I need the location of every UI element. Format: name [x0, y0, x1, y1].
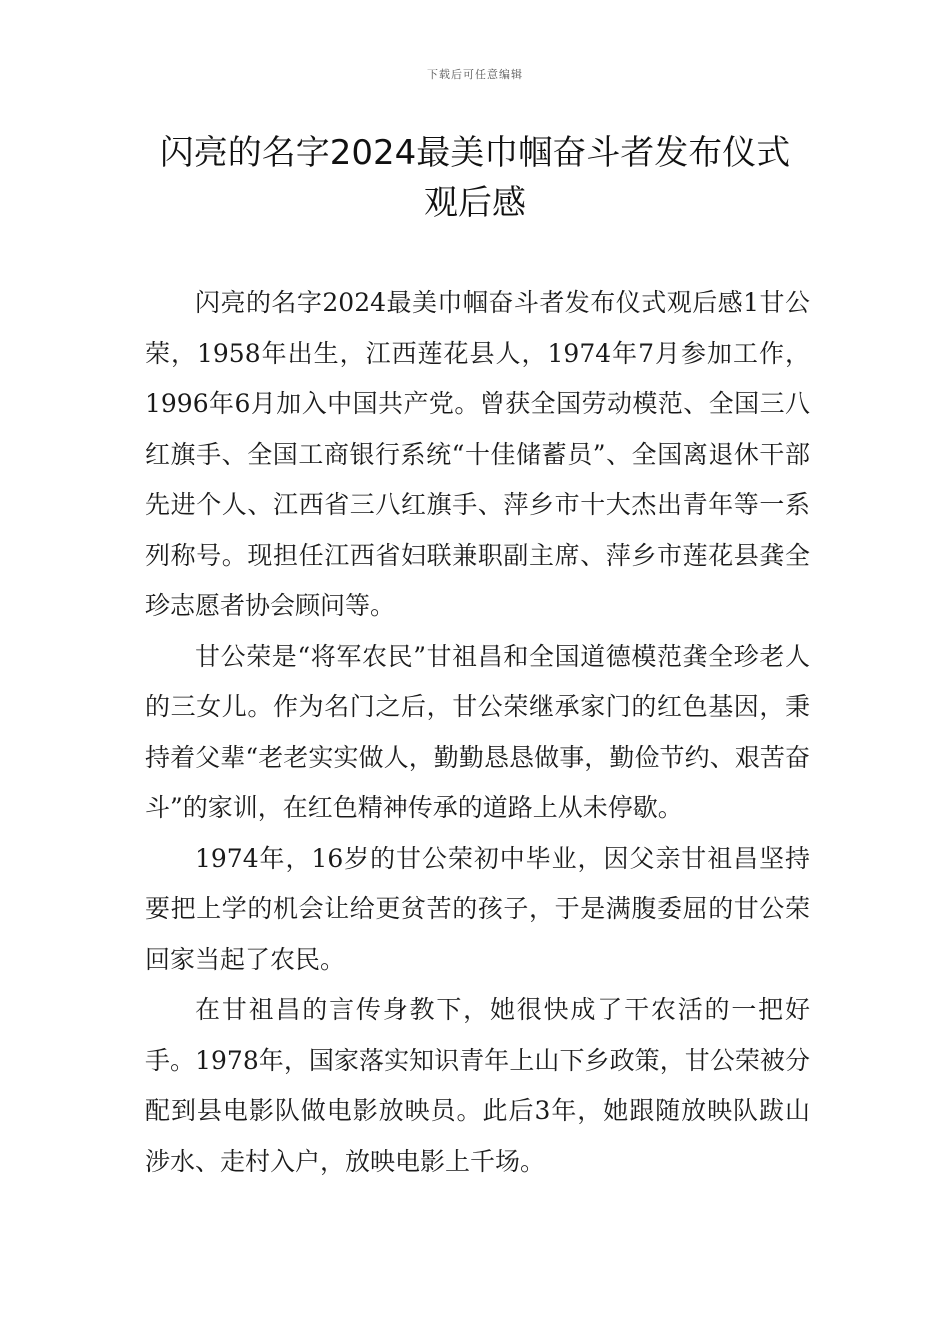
title-line-1: 闪亮的名字2024最美巾帼奋斗者发布仪式: [159, 133, 791, 173]
paragraph: 闪亮的名字2024最美巾帼奋斗者发布仪式观后感1甘公荣，1958年出生，江西莲花县人，1974年7月参加工作，1996年6月加入中国共产党。曾获全国劳动模范、全国三八红旗手、全国工商银行系统“十佳储蓄员”、全国离退休干部先进个人、江西省三八红旗手、萍乡市十大杰出青年等一系列称号。现担任江西省妇联兼职副主席、萍乡市莲花县龚全珍志愿者协会顾问等。: [145, 288, 810, 620]
title-line-2: 观后感: [424, 183, 526, 223]
paragraph: 1974年，16岁的甘公荣初中毕业，因父亲甘祖昌坚持要把上学的机会让给更贫苦的孩子，于是满腹委屈的甘公荣回家当起了农民。: [145, 843, 810, 974]
header-note: 下载后可任意编辑: [427, 68, 523, 81]
paragraph: 甘公荣是“将军农民”甘祖昌和全国道德模范龚全珍老人的三女儿。作为名门之后，甘公荣继承家门的红色基因，秉持着父辈“老老实实做人，勤勤恳恳做事，勤俭节约、艰苦奋斗”的家训，在红色精神传承的道路上从未停歇。: [145, 641, 810, 822]
document-body: [145, 278, 810, 1187]
document-title: [110, 128, 840, 228]
paragraph: 在甘祖昌的言传身教下，她很快成了干农活的一把好手。1978年，国家落实知识青年上山下乡政策，甘公荣被分配到县电影队做电影放映员。此后3年，她跟随放映队跋山涉水、走村入户，放映电影上千场。: [145, 995, 810, 1176]
